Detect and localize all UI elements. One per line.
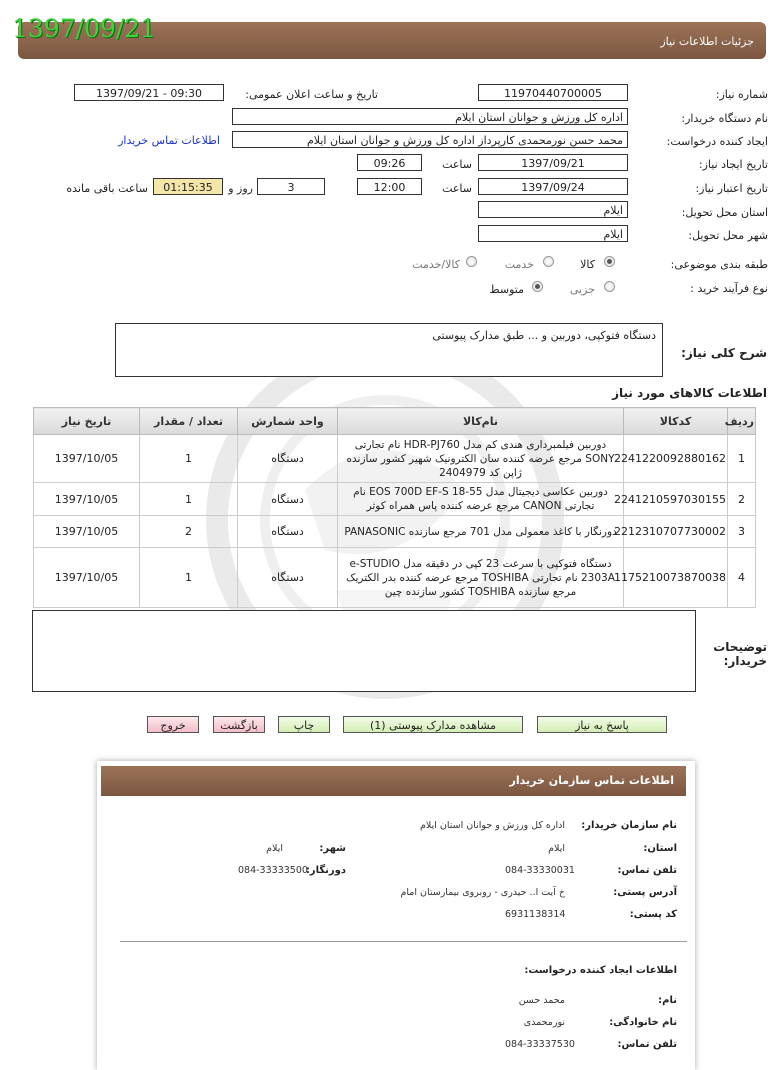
cell-date: 1397/10/05	[34, 548, 140, 608]
date-stamp: 1397/09/21	[12, 14, 157, 43]
table-row	[34, 483, 756, 516]
contact-org-label: نام سازمان خریدار:	[581, 820, 677, 831]
requester-name-value: محمد حسن	[518, 995, 565, 1006]
cell-name: دورنگار با کاغذ معمولی مدل 701 مرجع سازنده PANASONIC	[338, 516, 624, 548]
summary-label: شرح کلی نیاز:	[681, 346, 767, 360]
cell-name: دوربین عکاسی دیجیتال مدل EOS 700D EF-S 18-55 نام تجارتی CANON مرجع عرضه کننده پاس همراه کوثر	[338, 483, 624, 516]
cell-qty: 2	[140, 516, 238, 548]
remaining-time-field: 01:15:35	[153, 178, 223, 195]
category-option-service: خدمت	[504, 258, 534, 271]
page-title: جزئیات اطلاعات نیاز	[660, 35, 754, 48]
process-radio-medium[interactable]	[532, 281, 543, 292]
requester-family-value: نورمحمدی	[523, 1017, 565, 1028]
process-option-minor: جزیی	[569, 283, 595, 296]
requester-name-label: نام:	[658, 995, 677, 1006]
requester-phone-label: تلفن تماس:	[617, 1039, 677, 1050]
created-time-field: 09:26	[357, 154, 422, 171]
validity-date-label: تاریخ اعتبار نیاز:	[695, 182, 768, 195]
cell-name: دستگاه فتوکپی با سرعت 23 کپی در دقیقه مدل e-STUDIO 2303A نام تجارتی TOSHIBA مرجع عرضه کننده بدر الکتریک مرجع سازنده TOSHIBA کشور سازنده چین	[338, 548, 624, 608]
cell-unit: دستگاه	[238, 483, 338, 516]
cell-date: 1397/10/05	[34, 483, 140, 516]
announce-label: تاریخ و ساعت اعلان عمومی:	[245, 88, 378, 101]
process-option-medium: متوسط	[489, 283, 524, 296]
buyer-org-field: اداره کل ورزش و جوانان استان ایلام	[232, 108, 628, 125]
cell-row: 4	[728, 548, 756, 608]
contact-city-label: شهر:	[319, 843, 346, 854]
contact-fax-value: 084-33333500	[238, 865, 308, 876]
items-table	[33, 407, 756, 608]
reply-button[interactable]: پاسخ به نیاز	[537, 716, 667, 733]
table-row	[34, 435, 756, 483]
announce-field: 1397/09/21 - 09:30	[74, 84, 224, 101]
requester-family-label: نام خانوادگی:	[609, 1017, 677, 1028]
requester-phone-value: 084-33337530	[505, 1039, 575, 1050]
exit-button[interactable]: خروج	[147, 716, 199, 733]
buyer-notes-label: توضیحات خریدار:	[713, 640, 767, 668]
cell-unit: دستگاه	[238, 548, 338, 608]
back-button[interactable]: بازگشت	[213, 716, 265, 733]
days-field: 3	[257, 178, 325, 195]
contact-fax-label: دورنگار:	[305, 865, 346, 876]
category-radio-service[interactable]	[543, 256, 554, 267]
buyer-contact-link[interactable]: اطلاعات تماس خریدار	[118, 134, 220, 147]
table-row	[34, 516, 756, 548]
contact-address-value: خ آیت ا.. حیدری - روبروی بیمارستان امام	[400, 887, 565, 898]
city-field: ایلام	[478, 225, 628, 242]
cell-code: 1175210073870038	[624, 548, 728, 608]
cell-qty: 1	[140, 483, 238, 516]
need-number-label: شماره نیاز:	[715, 88, 768, 101]
province-field: ایلام	[478, 201, 628, 218]
contact-panel-header	[101, 766, 686, 796]
buyer-org-label: نام دستگاه خریدار:	[681, 112, 768, 125]
col-header-date: تاریخ نیاز	[34, 408, 140, 435]
contact-org-value: اداره کل ورزش و جوانان استان ایلام	[420, 820, 565, 831]
need-number-field: 1197044070000​5	[478, 84, 628, 101]
process-label: نوع فرآیند خرید :	[690, 282, 768, 295]
requester-section-title: اطلاعات ایجاد کننده درخواست:	[524, 965, 677, 976]
table-row	[34, 548, 756, 608]
validity-date-field: 1397/09/24	[478, 178, 628, 195]
panel-divider	[120, 941, 687, 942]
summary-textarea[interactable]	[115, 323, 663, 377]
contact-city-value: ایلام	[266, 843, 283, 854]
days-label: روز و	[228, 182, 253, 195]
attachments-button[interactable]: مشاهده مدارک پیوستی (1)	[343, 716, 523, 733]
summary-text: دستگاه فتوکپی، دوربین و ... طبق مدارک پیوستی	[432, 329, 656, 342]
created-time-label: ساعت	[442, 158, 472, 171]
remaining-label: ساعت باقی مانده	[66, 182, 148, 195]
category-option-goods: کالا	[580, 258, 595, 271]
cell-row: 3	[728, 516, 756, 548]
contact-phone-value: 084-33330031	[505, 865, 575, 876]
col-header-unit: واحد شمارش	[238, 408, 338, 435]
category-radio-goods-service[interactable]	[466, 256, 477, 267]
city-label: شهر محل تحویل:	[688, 229, 768, 242]
validity-time-label: ساعت	[442, 182, 472, 195]
cell-row: 1	[728, 435, 756, 483]
process-radio-minor[interactable]	[604, 281, 615, 292]
created-date-field: 1397/09/21	[478, 154, 628, 171]
contact-province-label: استان:	[643, 843, 677, 854]
print-button[interactable]: چاپ	[278, 716, 330, 733]
category-label: طبقه بندی موضوعی:	[670, 258, 768, 271]
col-header-qty: تعداد / مقدار	[140, 408, 238, 435]
cell-code: 2241220092880162	[624, 435, 728, 483]
cell-code: 2212310707730002	[624, 516, 728, 548]
cell-unit: دستگاه	[238, 516, 338, 548]
contact-postal-label: کد پستی:	[629, 909, 677, 920]
cell-date: 1397/10/05	[34, 516, 140, 548]
cell-row: 2	[728, 483, 756, 516]
col-header-code: کدکالا	[624, 408, 728, 435]
buyer-contact-panel	[97, 761, 695, 1070]
col-header-row: ردیف	[728, 408, 756, 435]
buyer-notes-textarea[interactable]	[32, 610, 696, 692]
cell-date: 1397/10/05	[34, 435, 140, 483]
creator-field: محمد حسن نورمحمدی کارپرداز اداره کل ورزش و جوانان استان ایلام	[232, 131, 628, 148]
cell-code: 2241210597030155	[624, 483, 728, 516]
contact-province-value: ایلام	[548, 843, 565, 854]
category-option-goods-service: کالا/خدمت	[412, 258, 460, 271]
contact-phone-label: تلفن تماس:	[617, 865, 677, 876]
cell-unit: دستگاه	[238, 435, 338, 483]
cell-qty: 1	[140, 548, 238, 608]
category-radio-goods[interactable]	[604, 256, 615, 267]
cell-name: دوربین فیلمبرداری هندی کم مدل HDR-PJ760 نام تجارتی SONY مرجع عرضه کننده سان الکترونیک شهیر کشور سازنده ژاپن کد 2404979	[338, 435, 624, 483]
cell-qty: 1	[140, 435, 238, 483]
items-header-row	[34, 408, 756, 435]
created-date-label: تاریخ ایجاد نیاز:	[698, 158, 768, 171]
items-section-title: اطلاعات کالاهای مورد نیاز	[612, 386, 767, 400]
col-header-name: نام‌کالا	[338, 408, 624, 435]
validity-time-field: 12:00	[357, 178, 422, 195]
contact-panel-title: اطلاعات تماس سازمان خریدار	[509, 774, 674, 787]
contact-address-label: آدرس پستی:	[613, 887, 677, 898]
contact-postal-value: 6931138314	[505, 909, 566, 920]
creator-label: ایجاد کننده درخواست:	[666, 135, 768, 148]
province-label: استان محل تحویل:	[681, 206, 768, 219]
